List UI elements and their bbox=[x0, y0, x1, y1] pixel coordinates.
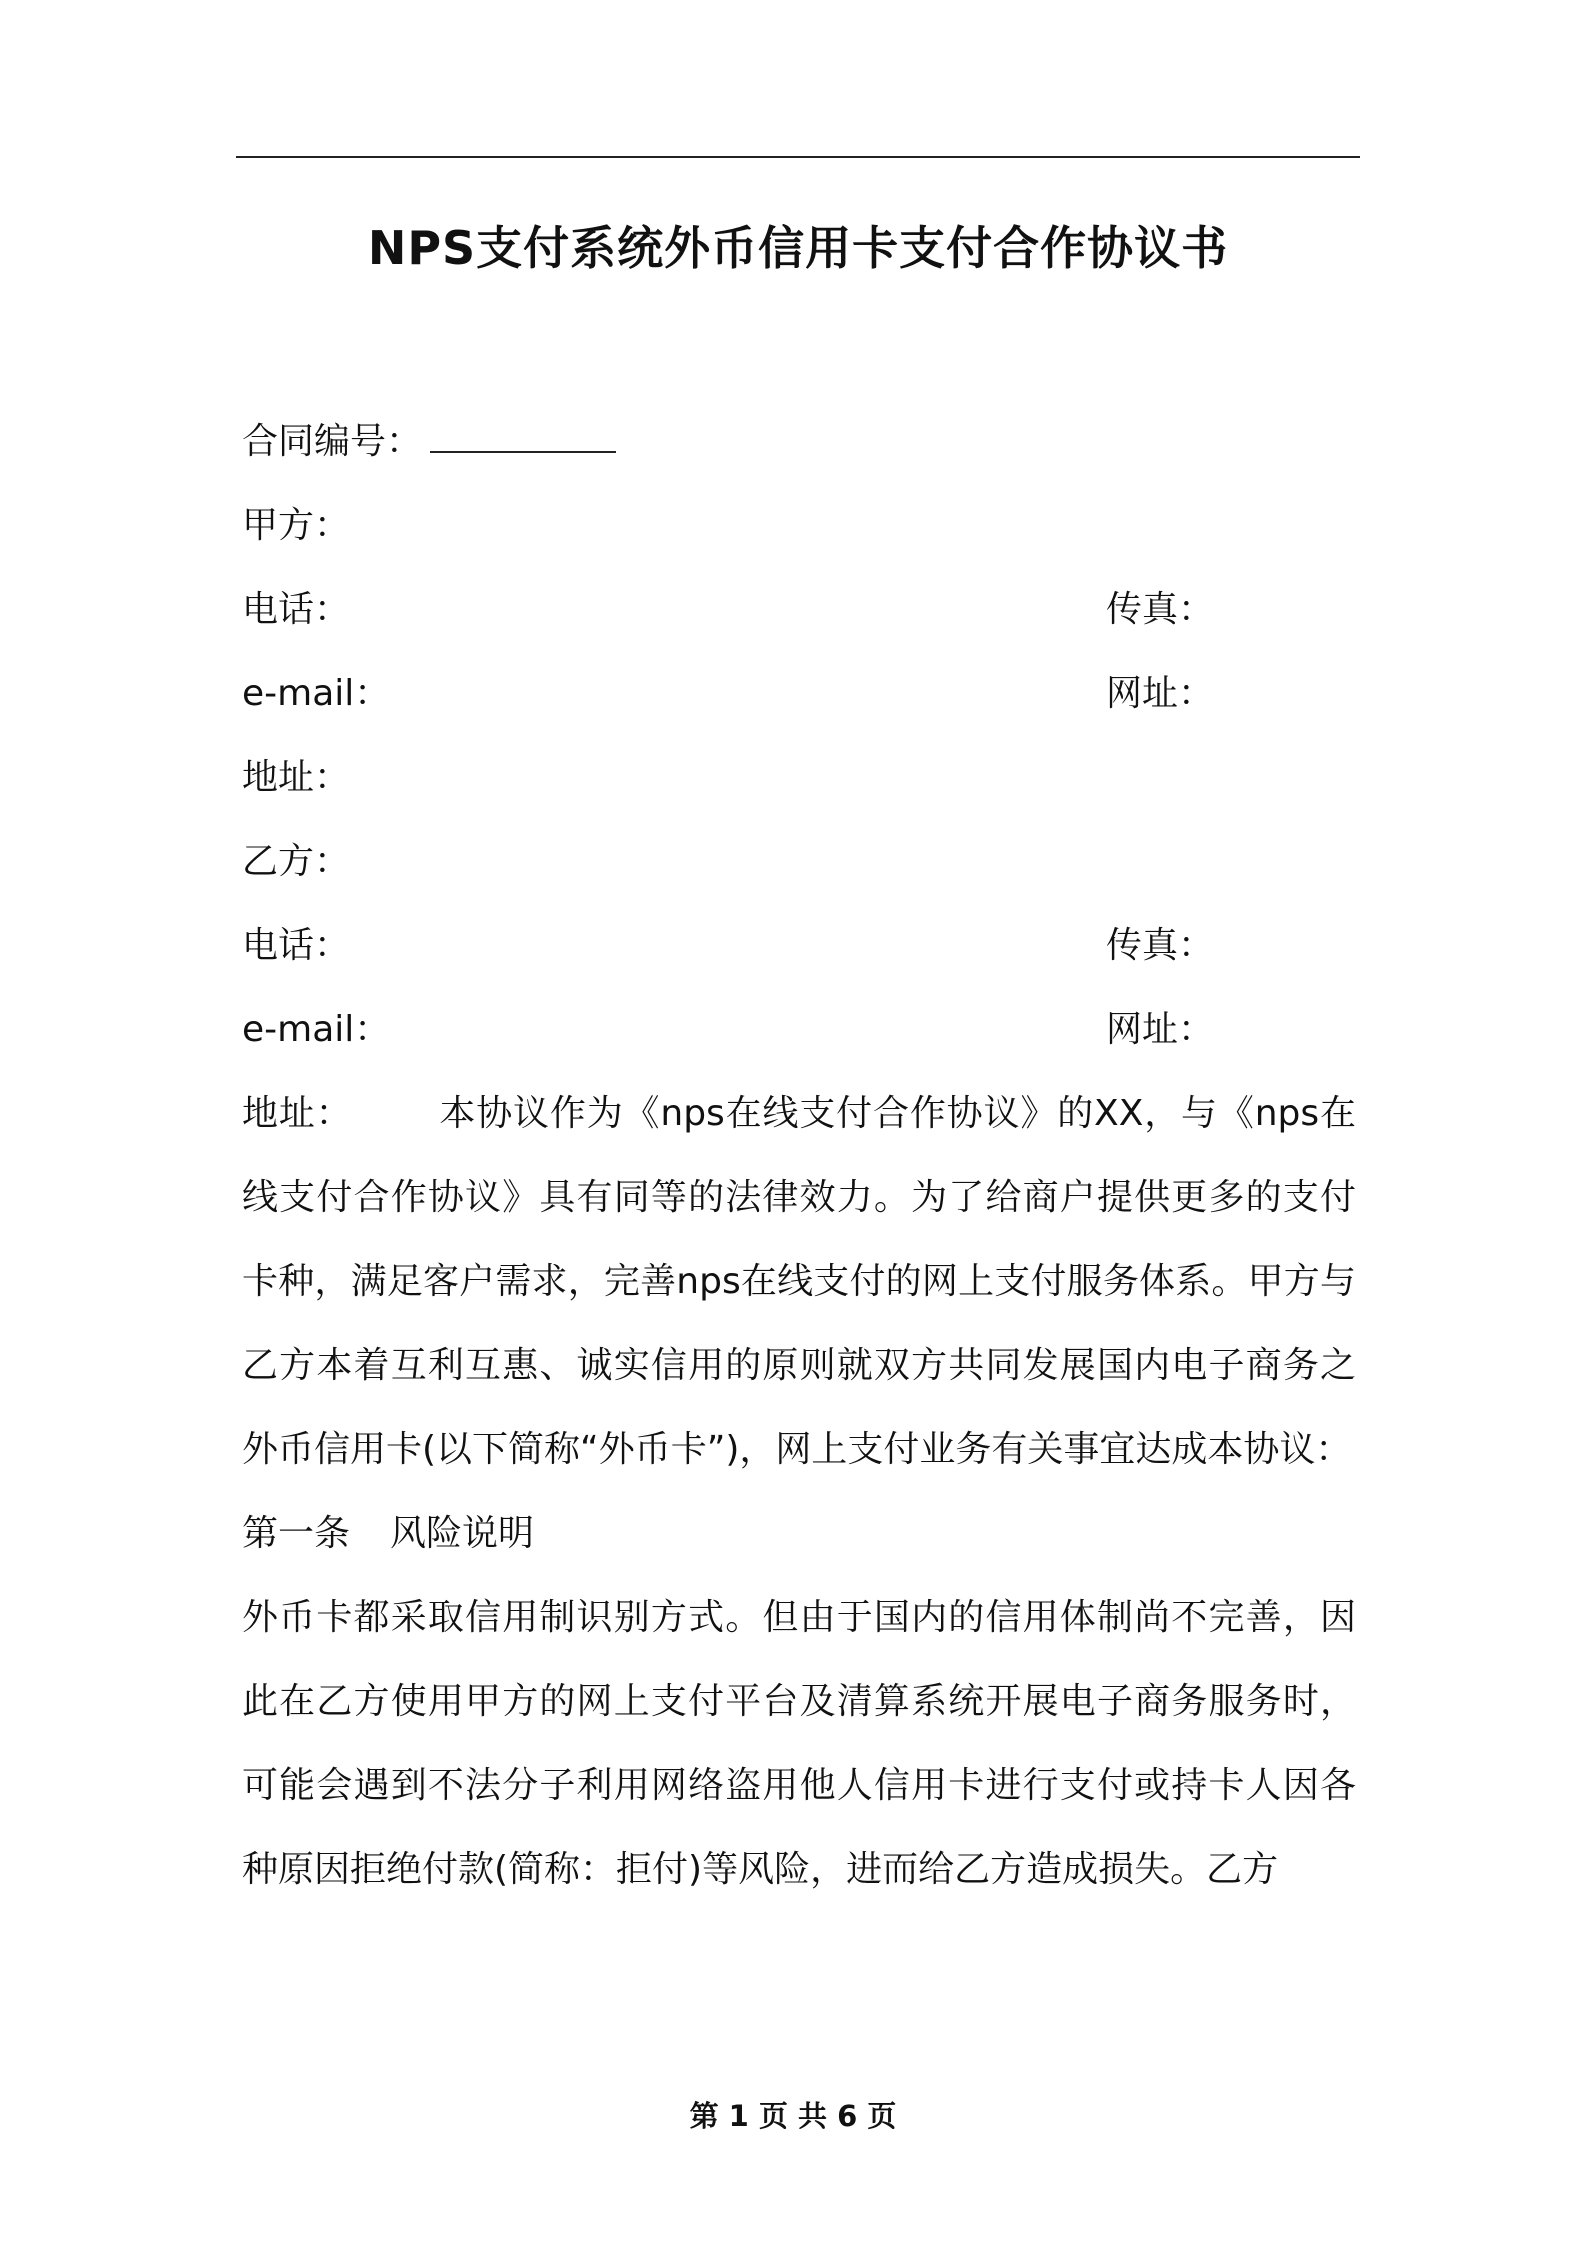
party-a-address-line bbox=[242, 736, 1356, 820]
party-b-line bbox=[242, 820, 1356, 904]
party-a-address-label: 地址： bbox=[242, 757, 351, 798]
header-rule bbox=[236, 156, 1360, 158]
intro-paragraph bbox=[242, 1072, 1356, 1492]
party-b-address-label: 地址： bbox=[242, 1093, 353, 1134]
party-a-email-website-line bbox=[242, 652, 1356, 736]
party-a-email-label: e-mail： bbox=[242, 673, 391, 714]
party-a-phone-label: 电话： bbox=[242, 589, 351, 630]
document-title: NPS支付系统外币信用卡支付合作协议书 bbox=[367, 221, 1229, 275]
party-b-label: 乙方： bbox=[242, 841, 351, 882]
contract-number-label: 合同编号： bbox=[242, 421, 423, 462]
party-b-fax-label: 传真： bbox=[1106, 925, 1215, 966]
intro-text: 本协议作为《nps在线支付合作协议》的XX，与《nps在线支付合作协议》具有同等的法律效力。为了给商户提供更多的支付卡种，满足客户需求，完善nps在线支付的网上支付服务体系。甲方与乙方本着互利互惠、诚实信用的原则就双方共同发展国内电子商务之外币信用卡(以下简称“外币卡”)，网上支付业务有关事宜达成本协议： bbox=[242, 1093, 1356, 1470]
party-a-phone-fax-line bbox=[242, 568, 1356, 652]
document-body bbox=[242, 400, 1356, 1912]
article-1-heading bbox=[242, 1492, 1356, 1576]
party-b-phone-label: 电话： bbox=[242, 925, 351, 966]
party-a-line bbox=[242, 484, 1356, 568]
party-b-email-website-line bbox=[242, 988, 1356, 1072]
party-b-email-label: e-mail： bbox=[242, 1009, 391, 1050]
party-a-website-label: 网址： bbox=[1106, 673, 1215, 714]
party-b-phone-fax-line bbox=[242, 904, 1356, 988]
party-a-fax-label: 传真： bbox=[1106, 589, 1215, 630]
party-b-website-label: 网址： bbox=[1106, 1009, 1215, 1050]
contract-number-line bbox=[242, 400, 1356, 484]
page-indicator: 第 1 页 共 6 页 bbox=[689, 2099, 897, 2133]
article-1-body: 外币卡都采取信用制识别方式。但由于国内的信用体制尚不完善，因此在乙方使用甲方的网上支付平台及清算系统开展电子商务服务时，可能会遇到不法分子利用网络盗用他人信用卡进行支付或持卡人因各种原因拒绝付款(简称：拒付)等风险，进而给乙方造成损失。乙方 bbox=[242, 1597, 1356, 1890]
contract-number-blank bbox=[430, 411, 616, 453]
party-a-label: 甲方： bbox=[242, 505, 351, 546]
article-1-number: 第一条 bbox=[242, 1513, 351, 1554]
article-1-title: 风险说明 bbox=[390, 1513, 535, 1554]
